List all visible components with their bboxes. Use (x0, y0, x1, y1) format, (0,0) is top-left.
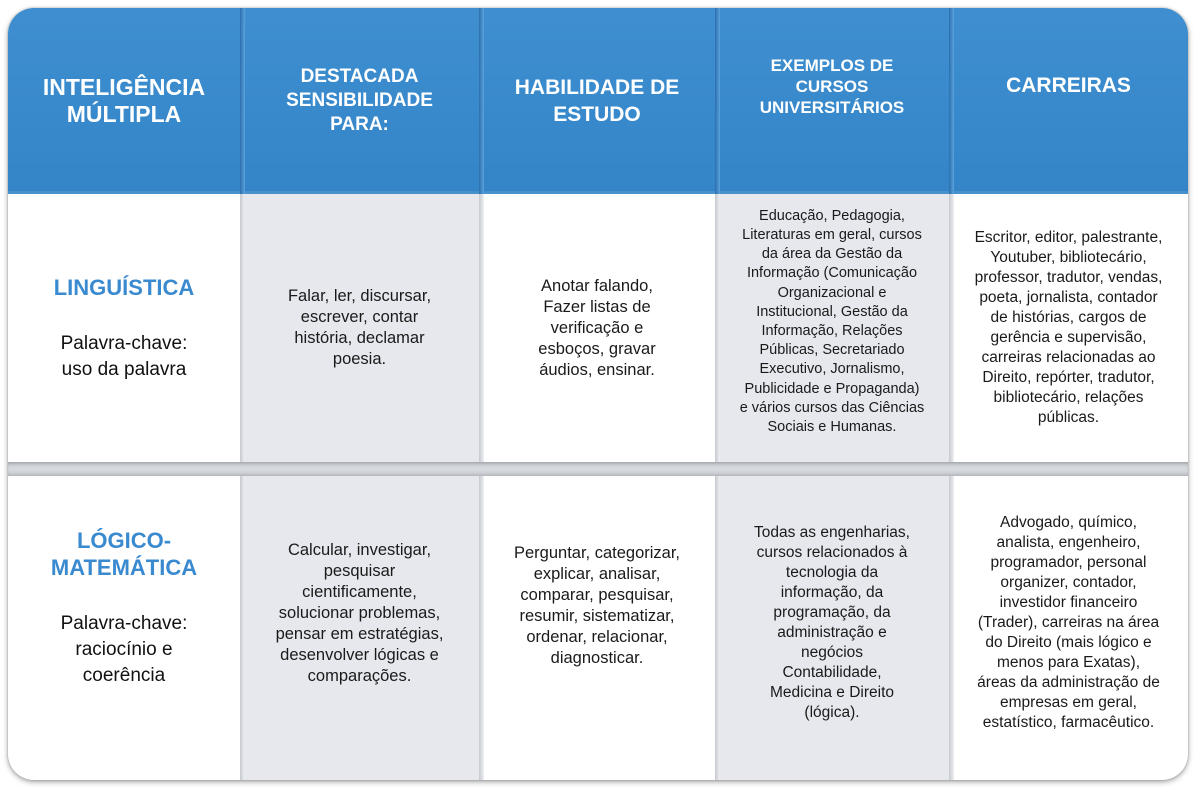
row1-sensitivity-text (288, 286, 431, 370)
row2-careers-cell (949, 476, 1188, 780)
text-line: professor, tradutor, vendas, (974, 269, 1163, 286)
text-line: programador, personal (990, 554, 1147, 571)
text-line: Fazer listas de (543, 297, 651, 316)
text-line: empresas em geral, (1000, 694, 1137, 711)
text-line: CURSOS (795, 76, 869, 96)
text-line: da área da Gestão da (761, 246, 903, 263)
column-careers (949, 8, 1188, 780)
text-line: (Trader), carreiras na área (977, 614, 1160, 631)
column-intelligence (8, 8, 240, 780)
row1-careers-text (975, 228, 1163, 428)
text-line: Publicidade e Propaganda) (744, 380, 920, 397)
text-line: ESTUDO (553, 103, 641, 126)
row1-sensitivity-cell (240, 194, 479, 462)
text-line: analista, engenheiro, (996, 534, 1141, 551)
text-line: pesquisar (323, 561, 396, 580)
header-courses-label (760, 55, 905, 118)
text-line: programação, da (773, 604, 891, 621)
text-line: história, declamar (294, 329, 425, 347)
text-line: LÓGICO- (76, 528, 172, 553)
text-line: cientificamente, (302, 582, 417, 601)
text-line: EXEMPLOS DE (770, 55, 894, 75)
text-line: poesia. (332, 350, 387, 368)
multiple-intelligences-table (8, 8, 1188, 780)
column-study (479, 8, 715, 780)
row2-keyword (51, 611, 197, 689)
text-line: Palavra-chave: (60, 613, 188, 634)
text-line: estatístico, farmacêutico. (982, 714, 1155, 731)
header-intelligence (8, 8, 240, 194)
text-line: raciocínio e (75, 639, 173, 660)
text-line: Organizacional e (777, 284, 887, 301)
text-line: organizer, contador, (1000, 574, 1137, 591)
header-divider (949, 8, 954, 194)
text-line: INTELIGÊNCIA (42, 74, 206, 100)
text-line: LINGUÍSTICA (53, 274, 195, 300)
text-line: Educação, Pedagogia, (759, 207, 905, 224)
row2-study-text (514, 543, 680, 669)
header-study-label (515, 74, 680, 128)
text-line: áreas da administração de (977, 674, 1160, 691)
text-line: uso da palavra (61, 358, 187, 380)
row1-intelligence-name (54, 274, 195, 301)
text-line: gerência e supervisão, (990, 329, 1147, 346)
row1-careers-cell (949, 194, 1188, 462)
row2-sensitivity-cell (240, 476, 479, 780)
text-line: Públicas, Secretariado (759, 342, 905, 359)
header-study (479, 8, 715, 194)
row2-intelligence-cell (8, 476, 240, 780)
text-line: e vários cursos das Ciências (739, 399, 925, 416)
text-line: MATEMÁTICA (50, 555, 198, 580)
header-divider (240, 8, 245, 194)
text-line: Sociais e Humanas. (767, 419, 897, 436)
column-courses (715, 8, 949, 780)
text-line: Perguntar, categorizar, (513, 544, 680, 562)
text-line: escrever, contar (300, 308, 419, 326)
text-line: pensar em estratégias, (275, 624, 444, 643)
text-line: Palavra-chave: (60, 332, 188, 354)
row1-keyword (54, 331, 195, 383)
text-line: Contabilidade, (782, 664, 882, 681)
text-line: SENSIBILIDADE (286, 90, 433, 111)
text-line: resumir, sistematizar, (519, 607, 675, 625)
text-line: UNIVERSITÁRIOS (759, 97, 905, 117)
text-line: Executivo, Jornalismo, (759, 361, 905, 378)
text-line: Advogado, químico, (999, 514, 1137, 531)
text-line: Falar, ler, discursar, (287, 287, 432, 305)
header-careers (949, 8, 1188, 194)
column-sensitivity (240, 8, 479, 780)
header-sensitivity (240, 8, 479, 194)
row1-study-cell (479, 194, 715, 462)
text-line: comparar, pesquisar, (520, 586, 674, 604)
header-divider (479, 8, 484, 194)
header-careers-label (1006, 73, 1131, 99)
header-divider (715, 8, 720, 194)
text-line: do Direito (mais lógico e (985, 634, 1152, 651)
text-line: comparações. (307, 666, 412, 685)
text-line: Medicina e Direito (769, 684, 895, 701)
text-line: explicar, analisar, (533, 565, 661, 583)
text-line: DESTACADA (300, 66, 419, 87)
text-line: poeta, jornalista, contador (979, 289, 1158, 306)
header-intelligence-label (43, 74, 205, 128)
text-line: Todas as engenharias, (754, 524, 910, 541)
text-line: públicas. (1037, 409, 1100, 426)
row1-courses-text (740, 207, 925, 437)
row-divider (8, 462, 1188, 476)
text-line: Escritor, editor, palestrante, (974, 229, 1163, 246)
text-line: desenvolver lógicas e (280, 645, 439, 664)
text-line: áudios, ensinar. (539, 360, 655, 379)
row2-courses-cell (715, 476, 949, 780)
text-line: Calcular, investigar, (287, 540, 432, 559)
text-line: CARREIRAS (1006, 74, 1131, 97)
text-line: administração e (777, 624, 887, 641)
text-line: verificação e (550, 318, 644, 337)
text-line: Youtuber, bibliotecário, (990, 249, 1147, 266)
text-line: HABILIDADE DE (514, 76, 680, 99)
text-line: MÚLTIPLA (66, 101, 182, 127)
text-line: esboços, gravar (538, 339, 656, 358)
text-line: menos para Exatas), (996, 654, 1140, 671)
text-line: carreiras relacionadas ao (981, 349, 1156, 366)
text-line: Institucional, Gestão da (756, 303, 908, 320)
text-line: solucionar problemas, (278, 603, 441, 622)
row2-courses-text (754, 523, 910, 723)
text-line: Anotar falando, (541, 276, 653, 295)
text-line: Literaturas em geral, cursos (742, 226, 922, 243)
row1-courses-cell (715, 194, 949, 462)
text-line: coerência (82, 665, 166, 686)
text-line: diagnosticar. (550, 649, 644, 667)
text-line: tecnologia da (785, 564, 879, 581)
text-line: Informação, Relações (761, 323, 903, 339)
text-line: bibliotecário, relações (993, 389, 1144, 406)
row2-study-cell (479, 476, 715, 780)
header-courses (715, 8, 949, 194)
text-line: investidor financeiro (999, 594, 1138, 611)
text-line: de histórias, cargos de (990, 309, 1147, 326)
row2-sensitivity-text (276, 540, 444, 687)
text-line: informação, da (780, 584, 884, 601)
row2-careers-text (977, 513, 1160, 733)
text-line: PARA: (330, 114, 389, 135)
row2-intelligence-name (51, 527, 197, 581)
row1-intelligence-cell (8, 194, 240, 462)
header-sensitivity-label (286, 65, 433, 137)
text-line: (lógica). (804, 704, 860, 721)
text-line: cursos relacionados à (756, 544, 908, 561)
text-line: Direito, repórter, tradutor, (982, 369, 1155, 386)
text-line: ordenar, relacionar, (526, 628, 668, 646)
row1-study-text (538, 276, 655, 381)
text-line: Informação (Comunicação (746, 265, 918, 282)
text-line: negócios (800, 644, 864, 661)
